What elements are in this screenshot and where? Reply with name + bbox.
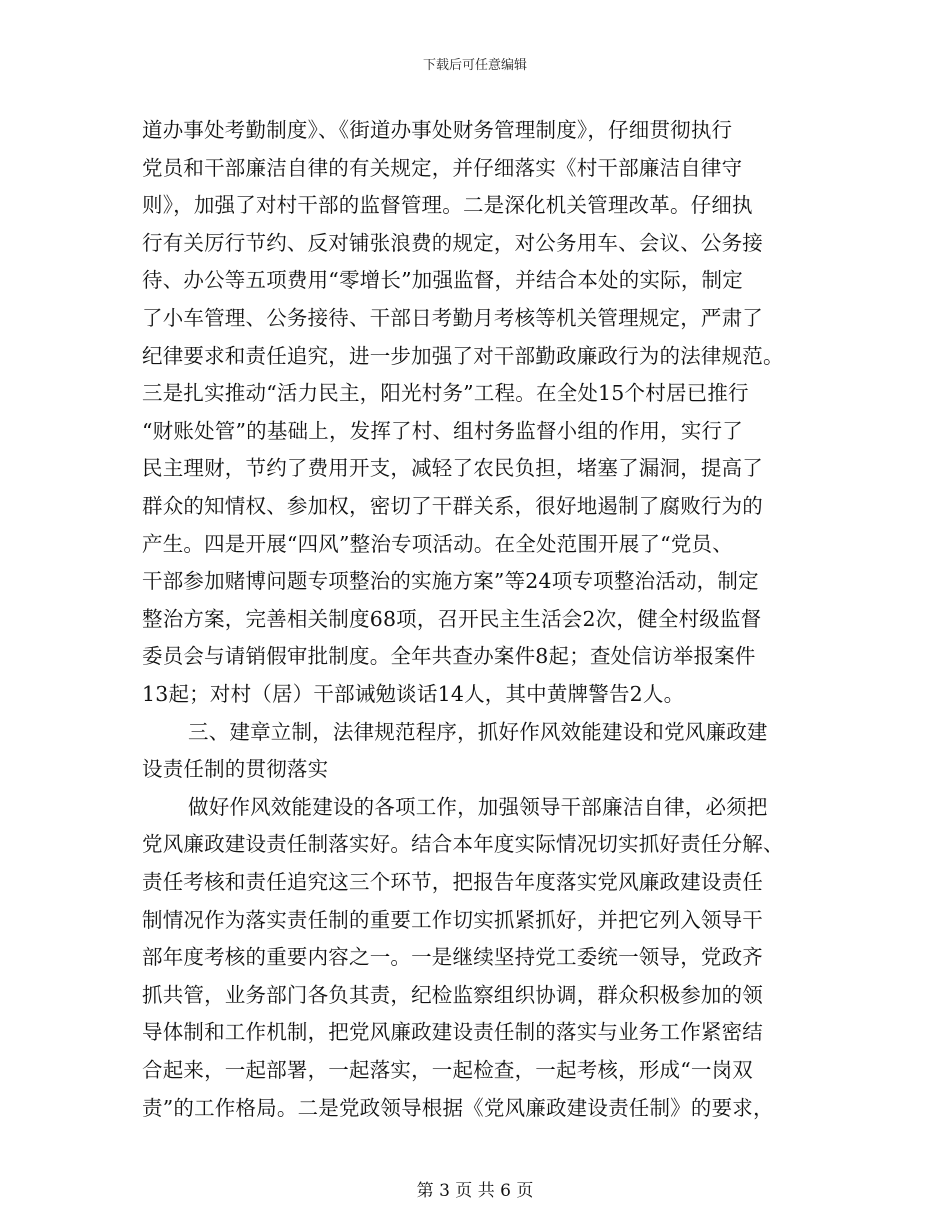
body-text-line: 做好作风效能建设的各项工作，加强领导干部廉洁自律，必须把: [188, 794, 768, 819]
body-text-line: 则》，加强了对村干部的监督管理。二是深化机关管理改革。仔细执: [142, 193, 753, 218]
body-text-line: 三是扎实推动“活力民主，阳光村务”工程。在全处15个村居已推行: [142, 381, 749, 406]
body-text-line: 13起；对村（居）干部诫勉谈话14人，其中黄牌警告2人。: [142, 682, 685, 706]
body-text-line: 导体制和工作机制，把党风廉政建设责任制的落实与业务工作紧密结: [142, 1020, 763, 1045]
body-text-line: 群众的知情权、参加权，密切了干群关系，很好地遏制了腐败行为的: [142, 494, 763, 518]
body-text-line: 待、办公等五项费用“零增长”加强监督，并结合本处的实际，制定: [142, 268, 743, 293]
body-text-line: 设责任制的贯彻落实: [142, 757, 329, 782]
body-text-line: 合起来，一起部署，一起落实，一起检查，一起考核，形成“一岗双: [142, 1058, 753, 1082]
body-text-line: “财账处管”的基础上，发挥了村、组村务监督小组的作用，实行了: [142, 418, 743, 443]
body-text-line: 部年度考核的重要内容之一。一是继续坚持党工委统一领导，党政齐: [142, 945, 763, 970]
body-text-line: 责任考核和责任追究这三个环节，把报告年度落实党风廉政建设责任: [142, 870, 763, 894]
body-text-line: 纪律要求和责任追究，进一步加强了对干部勤政廉政行为的法律规范。: [142, 343, 784, 368]
body-text-line: 委员会与请销假审批制度。全年共查办案件8起；查处信访举报案件: [142, 644, 756, 669]
page-header: 下载后可任意编辑: [422, 58, 527, 73]
body-text-line: 整治方案，完善相关制度68项，召开民主生活会2次，健全村级监督: [142, 606, 762, 631]
page-footer: 第 3 页 共 6 页: [416, 1181, 534, 1201]
body-text-line: 三、建章立制，法律规范程序，抓好作风效能建设和党风廉政建: [188, 719, 768, 744]
body-text-line: 民主理财，节约了费用开支，减轻了农民负担，堵塞了漏洞，提高了: [142, 456, 763, 481]
body-text-line: 道办事处考勤制度》、《街道办事处财务管理制度》，仔细贯彻执行: [142, 118, 733, 142]
body-text-line: 行有关厉行节约、反对铺张浪费的规定，对公务用车、会议、公务接: [142, 230, 763, 255]
body-text-line: 干部参加赌博问题专项整治的实施方案”等24项专项整治活动，制定: [142, 569, 759, 594]
body-text-line: 抓共管，业务部门各负其责，纪检监察组织协调，群众积极参加的领: [142, 982, 763, 1007]
body-text-line: 产生。四是开展“四风”整治专项活动。在全处范围开展了“党员、: [142, 531, 733, 556]
body-text-line: 党风廉政建设责任制落实好。结合本年度实际情况切实抓好责任分解、: [142, 832, 784, 857]
body-text-line: 制情况作为落实责任制的重要工作切实抓紧抓好，并把它列入领导干: [142, 907, 763, 932]
body-text-line: 党员和干部廉洁自律的有关规定，并仔细落实《村干部廉洁自律守: [142, 155, 743, 180]
body-text-line: 了小车管理、公务接待、干部日考勤月考核等机关管理规定，严肃了: [142, 306, 763, 330]
body-text-line: 责”的工作格局。二是党政领导根据《党风廉政建设责任制》的要求，: [142, 1095, 774, 1120]
